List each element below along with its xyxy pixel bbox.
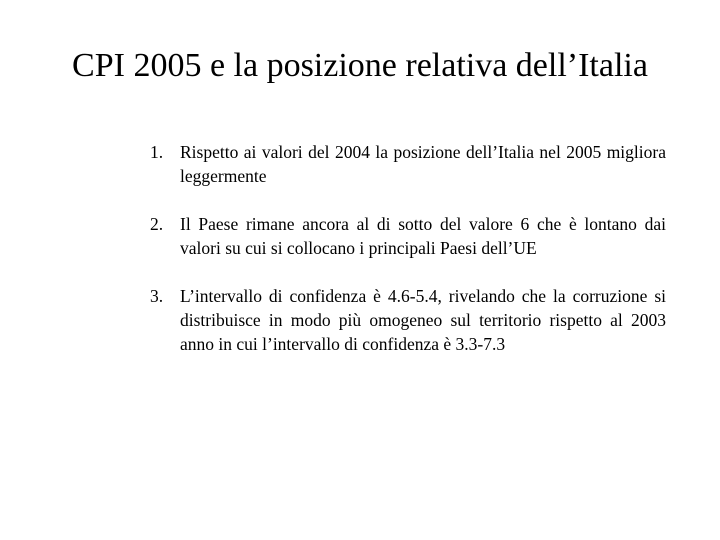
list-item [146, 284, 666, 356]
slide-title: CPI 2005 e la posizione relativa dell’Italia [72, 47, 648, 84]
list-item [146, 140, 666, 188]
list-item-number: 2. [150, 214, 164, 234]
numbered-list [146, 140, 666, 380]
list-item [146, 212, 666, 260]
list-item-text: L’intervallo di confidenza è 4.6-5.4, rivelando che la corruzione si distribuisce in modo più omogeneo sul territorio rispetto al 2003 anno in cui l’intervallo di confidenza è 3.3-7.3 [180, 286, 666, 354]
list-item-number: 3. [150, 286, 164, 306]
list-item-text: Il Paese rimane ancora al di sotto del valore 6 che è lontano dai valori su cui si collocano i principali Paesi dell’UE [180, 214, 666, 258]
list-item-number: 1. [150, 142, 164, 162]
list-item-text: Rispetto ai valori del 2004 la posizione dell’Italia nel 2005 migliora leggermente [180, 142, 666, 186]
